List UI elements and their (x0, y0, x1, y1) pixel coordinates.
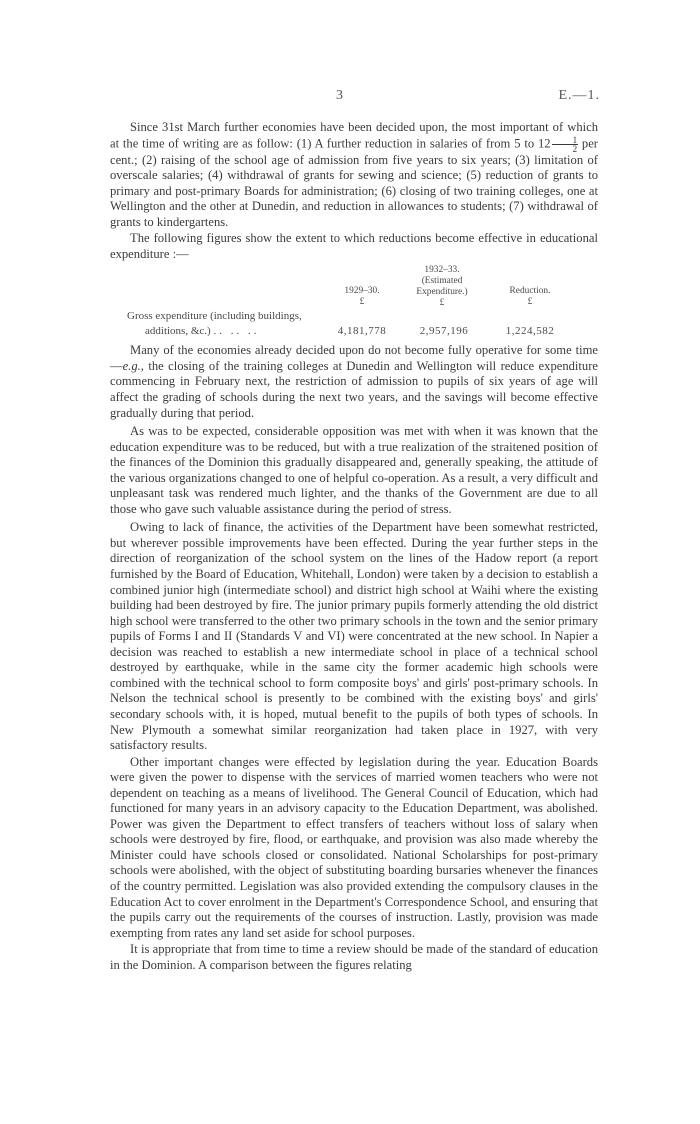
fraction-half: $\frac{1}{2}$ (552, 136, 579, 153)
paragraph-legislation: Other important changes were effected by legislation during the year. Education Boards were given the power to dispense with the services of married women teachers who were not dependent on teaching as a means of livelihood. The General Council of Education, which had functioned for many years in an advisory capacity to the Education Department, was abolished. Power was given the Department to effect transfers of teachers without loss of salary when schools were destroyed by fire, flood, or earthquake, and provision was also made whereby the Minister could have schools closed or consolidated. National Scholarships for post-primary schools were abolished, with the object of substituting boarding bursaries whenever the finances of the country permitted. Legislation was also provided extending the compulsory clauses in the Education Act to cover enrolment in the Department's Correspondence School, and ensuring that the pupils carry out the requirements of the courses of instruction. Lastly, provision was made exempting from rates any land set aside for school purposes. (110, 754, 598, 940)
page-header (110, 88, 598, 108)
paragraph-reorganization: Owing to lack of finance, the activities of the Department have been somewhat restricted, but wherever possible improvements have been effected. During the year further steps in the direction of reorganization of the school system on the lines of the Hadow report (a report furnished by the Board of Education, Whitehall, London) were taken by a decision to establish a combined junior high (intermediate school) and district high school at Waihi where the existing building had been destroyed by fire. The junior primary pupils formerly attending the old district high school were transferred to the other two primary schools in the town and the senior primary pupils of Forms I and II (Standards V and VI) were concentrated at the new school. In Napier a decision was reached to establish a new intermediate school in place of a technical school destroyed by earthquake, while in the same city the former academic high schools were combined with the technical school to form composite boys' and girls' post-primary schools. In Nelson the technical school is presently to be combined with the existing boys' and girls' secondary schools with, it is hoped, mutual benefit to the pupils of both types of schools. In New Plymouth a somewhat similar reorganization had taken place in 1927, with very satisfactory results. (110, 520, 598, 753)
paragraph-economies: Since 31st March further economies have been decided upon, the most important of which at the time of writing are as follow: (1) A further reduction in salaries of from 5 to 12 $\frac{1}{2}$ per cent.; (2) raising of the school age of admission from five years to six years; (3) limitation of overscale salaries; (4) withdrawal of grants for sewing and science; (5) reduction of grants to primary and post-primary Boards for administration; (6) closing of two training colleges, one at Wellington and the other at Dunedin, and reduction in allowances to students; (7) withdrawal of grants to kindergartens. (110, 120, 599, 229)
paragraph-review: It is appropriate that from time to time a review should be made of the standard of education in the Dominion. A comparison between the figures relating (110, 942, 598, 972)
value-1932-33: 2,957,196 (419, 325, 469, 338)
row-label-gross-expenditure: Gross expenditure (including buildings, additions, &c.) .. .. .. (127, 310, 302, 338)
paragraph-figures-intro: The following figures show the extent to which reductions become effective in educational expenditure :— (110, 231, 598, 261)
body-text (110, 120, 598, 973)
value-reduction: 1,224,582 (505, 325, 555, 338)
column-header-1929-30: 1929–30. £ (344, 286, 380, 308)
paragraph-economies-operative: Many of the economies already decided upon do not become fully operative for some time—e.g., the closing of the training colleges at Dunedin and Wellington will reduce expenditure commencing in February next, the restriction of admission to pupils of six years of age will affect the grading of schools during the next two years, and the savings will become effective gradually during that period. (110, 343, 598, 420)
document-reference: E.—1. (558, 88, 600, 103)
expenditure-table (110, 265, 598, 338)
value-1929-30: 4,181,778 (337, 325, 387, 338)
paragraph-opposition: As was to be expected, considerable opposition was met with when it was known that the education expenditure was to be reduced, but with a true realization of the straitened position of the finances of the Dominion this gradually disappeared and, generally speaking, the attitude of the various organizations changed to one of helpful co-operation. As a result, a very difficult and unpleasant task was rendered much lighter, and the thanks of the Government are due to all those who gave such valuable assistance during the period of stress. (110, 424, 598, 516)
column-header-reduction: Reduction. £ (509, 286, 551, 308)
column-header-1932-33: 1932–33. (Estimated Expenditure.) £ (416, 265, 468, 309)
page-number: 3 (336, 88, 343, 103)
